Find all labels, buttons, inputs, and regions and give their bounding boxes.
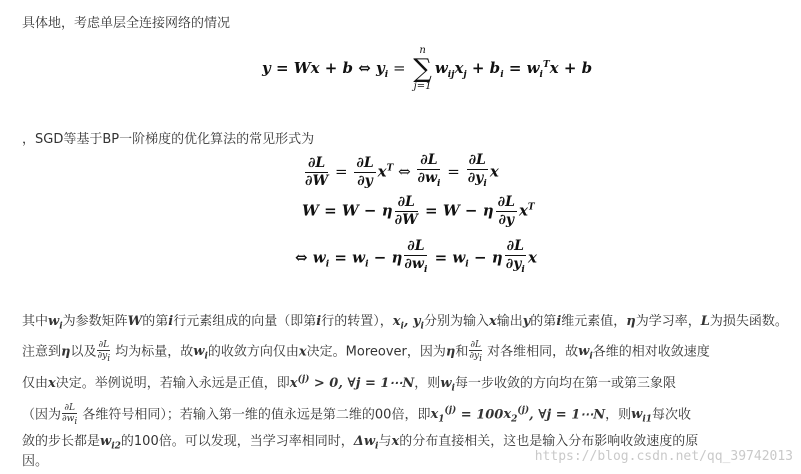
intro-text: 具体地，考虑单层全连接网络的情况 [22,16,231,31]
paragraph-analysis-line3: （因为 $\frac{\partial L}{\partial w_i}$ 各维符号相同）；若输入第一维的值永远是第二维的00倍，即$x_1^{(j)} = 100x_2^{(j)}$, ∀j = 1⋯N，则$w_{i1}$每次收 [22,403,692,427]
summation: n ∑ j=1 [413,45,432,92]
paragraph-analysis-line1: 注意到η以及 $\frac{\partial L}{\partial y_i}$ 均为标量，故$w_i$的收敛方向仅由x决定。Moreover，因为η和 $\frac{\partial L}{\partial y_i}$ 对各维相同，故$w_i$各维的相对收敛速度 [22,340,710,364]
equation-update-W: W = W − η $\frac{\partial L}{\partial W}$ = W − η $\frac{\partial L}{\partial y}$ $x^T$ [302,194,535,228]
equation-update-wi: ⇔ $w_i = w_i - \eta$ $\frac{\partial L}{\partial w_i}$ = $w_i - \eta$ $\frac{\partial L}{\partial y_i}$ x [295,238,537,275]
watermark: https://blog.csdn.net/qq_39742013 [534,449,793,464]
equation-fc-layer: y = Wx + b ⇔ $y_i$ = n ∑ j=1 $w_{ij}x_j + b_i = w_i^Tx + b$ [262,45,593,92]
paragraph-analysis-line5: 因。 [22,454,49,469]
eq1-left: y = Wx + b ⇔ y [262,59,385,77]
equation-gradient: $\frac{\partial L}{\partial W}$ = $\frac{\partial L}{\partial y}$ $x^T$ ⇔ $\frac{\partial L}{\partial w_i}$ = $\frac{\partial L}{\partial y_i}$ x [305,152,499,189]
paragraph-analysis-line2: 仅由x决定。举例说明，若输入永远是正值，即$x^{(j)} > 0$, ∀j = 1⋯N，则$w_i$每一步收敛的方向均在第一或第三象限 [22,374,676,394]
paragraph-analysis-line4: 敛的步长都是$w_{i2}$的100倍。可以发现，当学习率相同时，$\Delta w_i$与x的分布直接相关，这也是输入分布影响收敛速度的原 [22,434,699,452]
paragraph-definitions: 其中$w_i$为参数矩阵W的第i行元素组成的向量（即第i行的转置），$x_i$, $y_i$分别为输入x输出y的第i维元素值，η为学习率，L为损失函数。 [22,314,788,332]
sgd-intro-text: ，SGD等基于BP一阶梯度的优化算法的常见形式为 [22,132,315,147]
